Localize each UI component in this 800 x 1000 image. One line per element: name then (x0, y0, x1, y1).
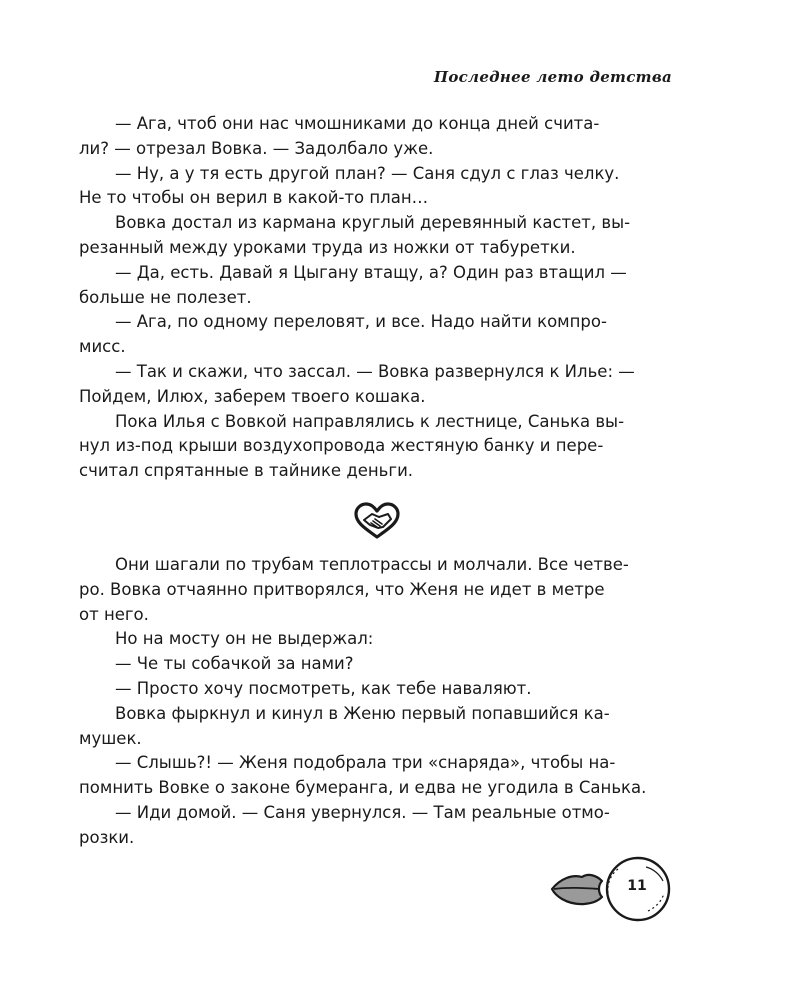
text-line: больше не полезет. (79, 287, 252, 307)
text-line: от него. (79, 604, 149, 624)
text-line: — Иди домой. — Саня увернулся. — Там реальные отмо- (115, 802, 610, 822)
text-line: помнить Вовке о законе бумеранга, и едва не угодила в Санька. (79, 778, 647, 798)
text-line: ро. Вовка отчаянно притворялся, что Женя не идет в метре (79, 579, 605, 599)
text-line: ли? — отрезал Вовка. — Задолбало уже. (79, 138, 434, 158)
text-line: считал спрятанные в тайнике деньги. (79, 461, 414, 481)
running-title: Последнее лето детства (433, 68, 672, 86)
text-line: Они шагали по трубам теплотрассы и молчали. Все четве- (115, 555, 629, 574)
text-line: мисс. (79, 337, 126, 357)
text-line: — Че ты собачкой за нами? (115, 654, 354, 674)
text-line: Но на мосту он не выдержал: (115, 629, 374, 649)
text-line: — Ну, а у тя есть другой план? — Саня сдул с глаз челку. (115, 163, 620, 183)
text-line: резанный между уроками труда из ножки от табуретки. (79, 237, 576, 257)
page-number: 11 (627, 878, 647, 894)
text-line: — Так и скажи, что зассал. — Вовка развернулся к Илье: — (115, 361, 635, 381)
text-line: Не то чтобы он верил в какой-то план… (79, 188, 429, 208)
text-line: Пока Илья с Вовкой направлялись к лестнице, Санька вы- (115, 411, 625, 431)
text-line: мушек. (79, 728, 142, 748)
text-section-2 (79, 553, 672, 851)
text-line: Пойдем, Илюх, заберем твоего кошака. (79, 386, 426, 406)
text-line: розки. (79, 827, 135, 847)
text-line: Вовка фыркнул и кинул в Женю первый попавшийся ка- (115, 703, 610, 723)
text-line: — Слышь?! — Женя подобрала три «снаряда», чтобы на- (115, 753, 616, 773)
text-line: — Просто хочу посмотреть, как тебе наваляют. (115, 678, 532, 698)
text-line: — Ага, по одному переловят, и все. Надо найти компро- (115, 312, 607, 332)
text-line: нул из-под крыши воздухопровода жестяную банку и пере- (79, 436, 604, 456)
heart-handshake-icon (352, 502, 402, 540)
text-section-1 (79, 112, 672, 484)
text-line: — Да, есть. Давай я Цыгану втащу, а? Один раз втащил — (115, 262, 627, 282)
text-line: Вовка достал из кармана круглый деревянный кастет, вы- (115, 213, 631, 233)
text-line: — Ага, чтоб они нас чмошниками до конца дней счита- (115, 114, 600, 133)
